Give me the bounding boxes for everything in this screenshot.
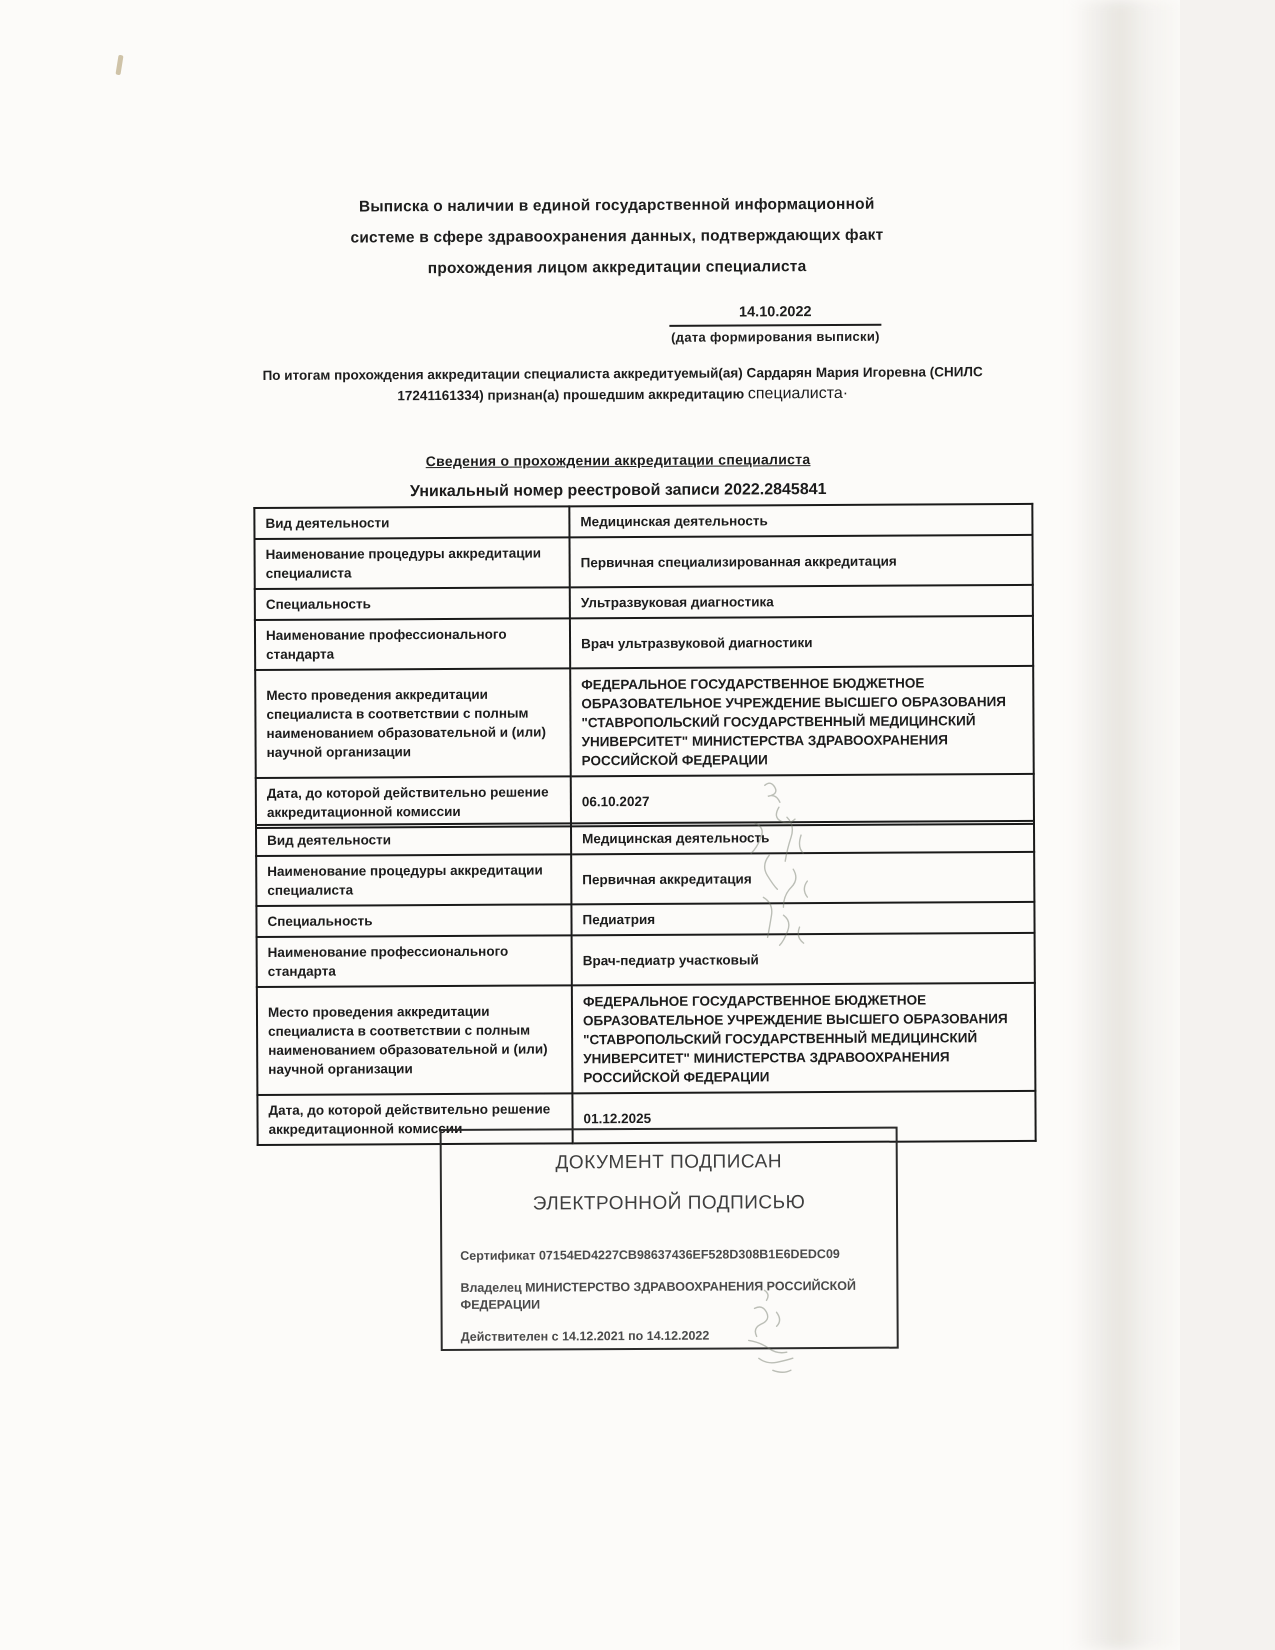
table-row <box>255 666 1034 778</box>
document-title-line-1: Выписка о наличии в единой государственной информационной <box>358 195 875 216</box>
table-row <box>255 616 1033 670</box>
table-row <box>256 852 1034 906</box>
row-value: Первичная специализированная аккредитация <box>569 535 1032 587</box>
validity-text: Действителен с 14.12.2021 по 14.12.2022 <box>460 1328 710 1344</box>
intro-paragraph <box>238 361 1008 407</box>
signature-title-line-2: ЭЛЕКТРОННОЙ ПОДПИСЬЮ <box>532 1192 806 1215</box>
row-label: Наименование профессионального стандарта <box>255 618 570 670</box>
table-row <box>257 933 1035 987</box>
owner-label: Владелец <box>460 1280 526 1295</box>
signature-title-line-1: ДОКУМЕНТ ПОДПИСАН <box>555 1151 783 1174</box>
table-row <box>255 585 1033 620</box>
validity-row <box>461 1327 879 1346</box>
row-label: Вид деятельности <box>254 506 569 539</box>
row-value: Врач ультразвуковой диагностики <box>570 616 1033 668</box>
handwritten-scribble-mark-bottom <box>724 1282 815 1382</box>
owner-row <box>460 1278 878 1314</box>
intro-line-2: 17241161334) признан(а) прошедшим аккредитацию <box>397 386 748 404</box>
row-value: 06.10.2027 <box>571 774 1034 826</box>
document-title-line-3: прохождения лицом аккредитации специалиста <box>427 258 807 278</box>
row-label: Наименование профессионального стандарта <box>257 935 572 987</box>
row-label: Наименование процедуры аккредитации специалиста <box>256 854 571 906</box>
row-label: Место проведения аккредитации специалиста в соответствии с полным наименованием образовательной и (или) научной организации <box>257 985 573 1095</box>
row-label: Специальность <box>256 904 571 937</box>
registry-number-line: Уникальный номер реестровой записи 2022.2845841 <box>409 481 827 501</box>
row-label: Вид деятельности <box>256 823 571 856</box>
row-label: Место проведения аккредитации специалиста в соответствии с полным наименованием образовательной и (или) научной организации <box>255 668 571 778</box>
section-heading: Сведения о прохождении аккредитации специалиста <box>425 451 811 470</box>
row-value: Педиатрия <box>571 902 1034 935</box>
accreditation-table-1 <box>253 503 1035 829</box>
row-value: Медицинская деятельность <box>571 821 1034 854</box>
row-value: 01.12.2025 <box>572 1091 1035 1143</box>
accreditation-table-2 <box>255 820 1037 1146</box>
table-row <box>256 821 1034 856</box>
signature-details <box>442 1246 897 1346</box>
formation-date-caption: (дата формирования выписки) <box>669 324 881 345</box>
row-label: Специальность <box>255 587 570 620</box>
owner-value: МИНИСТЕРСТВО ЗДРАВООХРАНЕНИЯ РОССИЙСКОЙ ФЕДЕРАЦИИ <box>460 1278 856 1312</box>
certificate-row <box>460 1246 878 1265</box>
formation-date-value: 14.10.2022 <box>738 304 812 321</box>
formation-date-block <box>669 304 881 345</box>
certificate-label: Сертификат <box>460 1248 539 1263</box>
row-value: Медицинская деятельность <box>569 504 1032 537</box>
certificate-value: 07154ED4227CB98637436EF528D308B1E6DEDC09 <box>538 1246 840 1263</box>
table-row <box>257 983 1036 1095</box>
intro-line-1: По итогам прохождения аккредитации специалиста аккредитуемый(ая) Сардарян Мария Игоревна (СНИЛС <box>262 364 983 383</box>
row-label: Дата, до которой действительно решение аккредитационной комиссии <box>256 776 571 828</box>
document-title-line-2: системе в сфере здравоохранения данных, подтверждающих факт <box>350 226 884 247</box>
row-value: ФЕДЕРАЛЬНОЕ ГОСУДАРСТВЕННОЕ БЮДЖЕТНОЕ ОБРАЗОВАТЕЛЬНОЕ УЧРЕЖДЕНИЕ ВЫСШЕГО ОБРАЗОВАНИЯ "СТАВРОПОЛЬСКИЙ ГОСУДАРСТВЕННЫЙ МЕДИЦИНСКИЙ УНИВЕРСИТЕТ" МИНИСТЕРСТВА ЗДРАВООХРАНЕНИЯ РОССИЙСКОЙ ФЕДЕРАЦИИ <box>572 983 1036 1093</box>
document-title <box>0 187 1237 286</box>
row-value: ФЕДЕРАЛЬНОЕ ГОСУДАРСТВЕННОЕ БЮДЖЕТНОЕ ОБРАЗОВАТЕЛЬНОЕ УЧРЕЖДЕНИЕ ВЫСШЕГО ОБРАЗОВАНИЯ "СТАВРОПОЛЬСКИЙ ГОСУДАРСТВЕННЫЙ МЕДИЦИНСКИЙ УНИВЕРСИТЕТ" МИНИСТЕРСТВА ЗДРАВООХРАНЕНИЯ РОССИЙСКОЙ ФЕДЕРАЦИИ <box>570 666 1034 776</box>
row-label: Дата, до которой действительно решение аккредитационной комиссии <box>257 1093 572 1145</box>
table-row <box>254 535 1032 589</box>
table-row <box>256 902 1034 937</box>
handwritten-scribble-mark <box>735 777 836 963</box>
row-value: Ультразвуковая диагностика <box>570 585 1033 618</box>
intro-tail: специалиста· <box>747 384 849 403</box>
row-value: Врач-педиатр участковый <box>572 933 1035 985</box>
table-row <box>254 504 1032 539</box>
row-label: Наименование процедуры аккредитации специалиста <box>254 537 569 589</box>
digital-signature-box <box>440 1127 899 1351</box>
row-value: Первичная аккредитация <box>571 852 1034 904</box>
